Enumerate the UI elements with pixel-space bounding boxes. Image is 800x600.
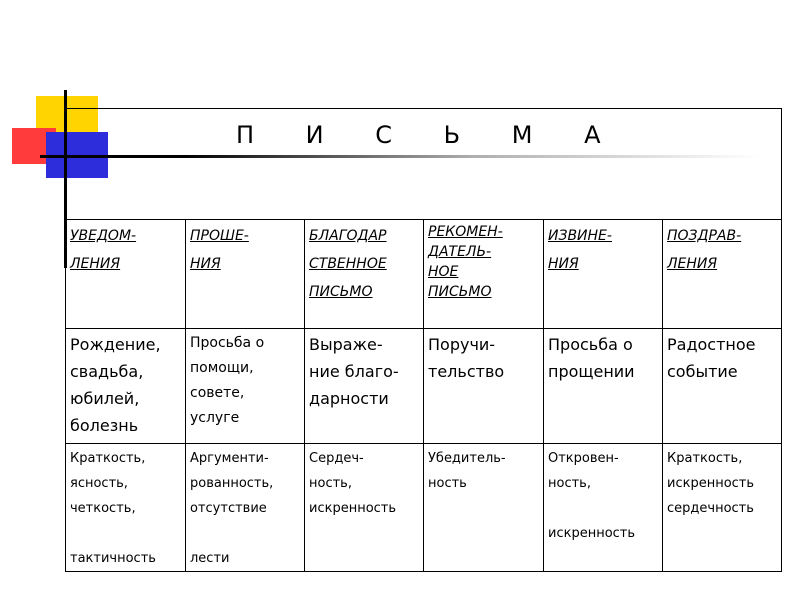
header-cell-congratulation: ПОЗДРАВ- ЛЕНИЯ: [663, 220, 782, 329]
qualities-row: [66, 444, 782, 572]
occasion-cell-notification: Рождение, свадьба, юбилей, болезнь: [66, 329, 186, 444]
table-title: П И С Ь М А: [236, 121, 623, 149]
decorative-horizontal-line: [40, 155, 760, 158]
qualities-cell-gratitude: Сердеч- ность, искренность: [305, 444, 424, 572]
header-cell-notification: УВЕДОМ- ЛЕНИЯ: [66, 220, 186, 329]
header-cell-recommendation: РЕКОМЕН- ДАТЕЛЬ- НОЕ ПИСЬМО: [424, 220, 544, 329]
qualities-cell-apology: Откровен- ность, искренность: [544, 444, 663, 572]
qualities-cell-request: Аргументи- рованность, отсутствие лести: [186, 444, 305, 572]
occasion-cell-request: Просьба о помощи, совете, услуге: [186, 329, 305, 444]
decorative-vertical-line: [64, 90, 67, 268]
occasion-cell-gratitude: Выраже- ние благо- дарности: [305, 329, 424, 444]
header-cell-apology: ИЗВИНЕ- НИЯ: [544, 220, 663, 329]
occasion-row: [66, 329, 782, 444]
letters-table: [65, 108, 782, 572]
occasion-cell-apology: Просьба о прощении: [544, 329, 663, 444]
qualities-cell-recommendation: Убедитель- ность: [424, 444, 544, 572]
header-cell-request: ПРОШЕ- НИЯ: [186, 220, 305, 329]
occasion-cell-recommendation: Поручи- тельство: [424, 329, 544, 444]
qualities-cell-notification: Краткость, ясность, четкость, тактичность: [66, 444, 186, 572]
title-cell: [66, 109, 782, 220]
occasion-cell-congratulation: Радостное событие: [663, 329, 782, 444]
header-cell-gratitude: БЛАГОДАР СТВЕННОЕ ПИСЬМО: [305, 220, 424, 329]
qualities-cell-congratulation: Краткость, искренность сердечность: [663, 444, 782, 572]
title-row: [66, 109, 782, 220]
letter-type-header-row: [66, 220, 782, 329]
